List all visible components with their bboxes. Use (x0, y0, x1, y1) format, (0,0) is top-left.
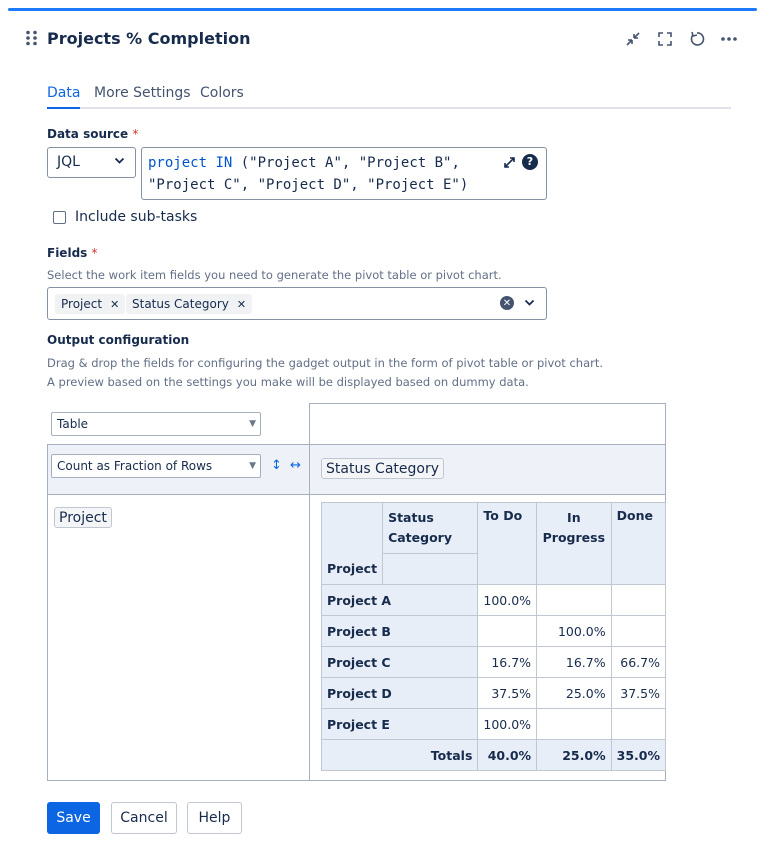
renderer-select-value: Table (57, 417, 89, 431)
config-rows-area (47, 494, 310, 781)
table-row (322, 678, 666, 709)
field-chip-label: Project (61, 297, 103, 311)
gadget-header (25, 28, 745, 52)
aggregator-select[interactable] (51, 454, 261, 478)
gadget-top-accent-bar (8, 8, 757, 11)
jql-actions (503, 154, 538, 170)
pivot-cell: 66.7% (611, 647, 665, 678)
gadget-title: Projects % Completion (47, 29, 251, 48)
data-source-type-value: JQL (57, 154, 80, 170)
column-field-pill[interactable]: Status Category (321, 458, 444, 479)
pivot-row-label: Project B (322, 616, 478, 647)
more-options-icon[interactable] (713, 28, 745, 50)
pivot-cell: 16.7% (478, 647, 537, 678)
help-icon[interactable]: ? (522, 154, 538, 170)
field-chip-status-category (126, 294, 252, 314)
row-sort-icon[interactable]: ↕ (271, 458, 282, 473)
expand-icon[interactable] (503, 156, 516, 169)
pivot-configurator (47, 403, 666, 781)
column-sort-icon[interactable]: ↔ (290, 458, 301, 473)
pivot-row-label: Project A (322, 585, 478, 616)
pivot-cell (611, 585, 665, 616)
pivot-cell: 37.5% (478, 678, 537, 709)
jql-operator: IN (215, 155, 233, 171)
pivot-totals-label: Totals (322, 740, 478, 771)
fields-help-text: Select the work item fields you need to generate the pivot table or pivot chart. (47, 268, 502, 282)
renderer-select[interactable] (51, 412, 261, 436)
field-chip-project (55, 294, 125, 314)
table-row (322, 616, 666, 647)
fields-label-text: Fields (47, 246, 88, 260)
dropdown-arrow-icon: ▼ (249, 419, 256, 429)
aggregator-select-value: Count as Fraction of Rows (57, 459, 213, 473)
pivot-row-label: Project E (322, 709, 478, 740)
fields-multiselect[interactable] (47, 287, 547, 320)
pivot-corner-cell (322, 503, 383, 554)
remove-chip-icon[interactable]: ✕ (236, 297, 247, 311)
pivot-total-cell: 25.0% (537, 740, 612, 771)
chevron-down-icon (114, 157, 125, 165)
remove-chip-icon[interactable]: ✕ (110, 297, 120, 311)
pivot-cell: 25.0% (537, 678, 612, 709)
cancel-button[interactable]: Cancel (111, 802, 177, 834)
field-chip-label: Status Category (132, 297, 229, 311)
tab-data[interactable]: Data (47, 85, 81, 101)
jql-line-1 (148, 152, 540, 174)
tab-colors[interactable]: Colors (200, 85, 244, 101)
minimize-icon[interactable] (617, 28, 649, 50)
pivot-cell (537, 709, 612, 740)
pivot-totals-row (322, 740, 666, 771)
save-button[interactable]: Save (47, 802, 100, 834)
fields-label (47, 246, 97, 260)
table-row (322, 709, 666, 740)
pivot-total-cell: 35.0% (611, 740, 665, 771)
include-subtasks-checkbox[interactable] (53, 211, 66, 224)
pivot-cell: 16.7% (537, 647, 612, 678)
output-config-label: Output configuration (47, 333, 190, 347)
settings-tabs (47, 83, 731, 109)
pivot-row-label: Project D (322, 678, 478, 709)
required-mark: * (132, 127, 139, 141)
config-top-right-area (309, 403, 666, 445)
dropdown-arrow-icon: ▼ (249, 461, 256, 471)
include-subtasks-label: Include sub-tasks (75, 209, 198, 225)
output-help-text-1: Drag & drop the fields for configuring the gadget output in the form of pivot table or pivot chart. (47, 356, 604, 370)
chevron-down-icon[interactable] (524, 299, 535, 307)
pivot-row-label: Project C (322, 647, 478, 678)
pivot-col-axis-header: Status Category (383, 503, 478, 554)
jql-query-input[interactable] (141, 147, 547, 200)
pivot-empty-header (383, 554, 478, 585)
row-field-pill[interactable]: Project (54, 507, 112, 528)
pivot-cell: 100.0% (478, 585, 537, 616)
pivot-cell (611, 616, 665, 647)
pivot-cell: 100.0% (478, 709, 537, 740)
refresh-icon[interactable] (681, 28, 713, 50)
pivot-col-header: To Do (478, 503, 537, 585)
clear-all-icon[interactable]: ✕ (500, 296, 514, 310)
pivot-preview-table (321, 502, 666, 771)
data-source-type-select[interactable] (47, 147, 136, 178)
pivot-col-header: In Progress (537, 503, 612, 585)
pivot-cell (537, 585, 612, 616)
jql-line-2: "Project C", "Project D", "Project E") (148, 177, 469, 193)
pivot-cell: 37.5% (611, 678, 665, 709)
jql-keyword: project (148, 155, 208, 171)
fullscreen-icon[interactable] (649, 28, 681, 50)
table-row (322, 647, 666, 678)
jql-values-1: ("Project A", "Project B", (240, 155, 460, 171)
pivot-col-header: Done (611, 503, 665, 585)
table-row (322, 585, 666, 616)
data-source-label (47, 127, 138, 141)
required-mark: * (91, 246, 98, 260)
data-source-label-text: Data source (47, 127, 129, 141)
pivot-cell (611, 709, 665, 740)
tab-more-settings[interactable]: More Settings (94, 85, 191, 101)
drag-handle-icon[interactable] (25, 30, 39, 46)
pivot-row-axis-header: Project (322, 554, 383, 585)
pivot-cell: 100.0% (537, 616, 612, 647)
pivot-total-cell: 40.0% (478, 740, 537, 771)
help-button[interactable]: Help (187, 802, 242, 834)
output-help-text-2: A preview based on the settings you make will be displayed based on dummy data. (47, 375, 529, 389)
pivot-cell (478, 616, 537, 647)
header-actions (617, 28, 745, 50)
